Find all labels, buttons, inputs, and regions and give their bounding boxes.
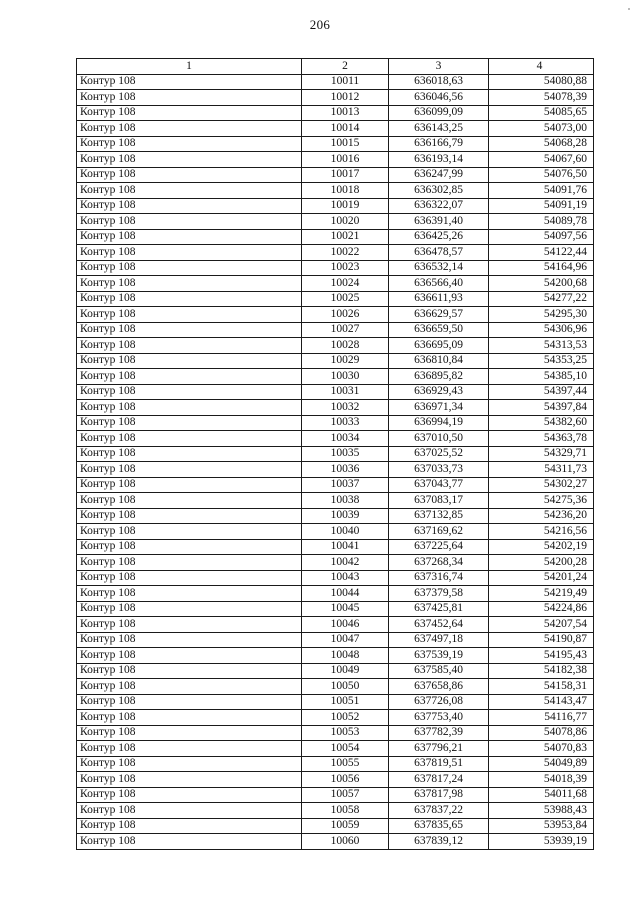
- point-number-cell: 10020: [302, 214, 389, 230]
- y-coordinate-cell: 54200,28: [489, 555, 594, 571]
- point-number-cell: 10017: [302, 167, 389, 183]
- point-number-cell: 10012: [302, 90, 389, 106]
- table-row: [77, 74, 594, 90]
- table-row: [77, 555, 594, 571]
- x-coordinate-cell: 636810,84: [389, 353, 489, 369]
- table-row: [77, 198, 594, 214]
- table-row: [77, 90, 594, 106]
- contour-cell: Контур 108: [77, 632, 302, 648]
- table-row: [77, 353, 594, 369]
- table-body: [77, 74, 594, 849]
- y-coordinate-cell: 54397,84: [489, 400, 594, 416]
- table-row: [77, 570, 594, 586]
- x-coordinate-cell: 636046,56: [389, 90, 489, 106]
- x-coordinate-cell: 636391,40: [389, 214, 489, 230]
- table-row: [77, 105, 594, 121]
- point-number-cell: 10034: [302, 431, 389, 447]
- contour-cell: Контур 108: [77, 276, 302, 292]
- contour-cell: Контур 108: [77, 121, 302, 137]
- contour-cell: Контур 108: [77, 384, 302, 400]
- point-number-cell: 10058: [302, 803, 389, 819]
- y-coordinate-cell: 54224,86: [489, 601, 594, 617]
- x-coordinate-cell: 637025,52: [389, 446, 489, 462]
- contour-cell: Контур 108: [77, 229, 302, 245]
- y-coordinate-cell: 54011,68: [489, 787, 594, 803]
- table-row: [77, 121, 594, 137]
- contour-cell: Контур 108: [77, 477, 302, 493]
- x-coordinate-cell: 637425,81: [389, 601, 489, 617]
- table-row: [77, 400, 594, 416]
- scan-speck: [628, 8, 630, 10]
- x-coordinate-cell: 637796,21: [389, 741, 489, 757]
- y-coordinate-cell: 54190,87: [489, 632, 594, 648]
- contour-cell: Контур 108: [77, 787, 302, 803]
- point-number-cell: 10031: [302, 384, 389, 400]
- table-row: [77, 787, 594, 803]
- table-row: [77, 679, 594, 695]
- point-number-cell: 10044: [302, 586, 389, 602]
- point-number-cell: 10055: [302, 756, 389, 772]
- y-coordinate-cell: 54143,47: [489, 694, 594, 710]
- point-number-cell: 10018: [302, 183, 389, 199]
- x-coordinate-cell: 636971,34: [389, 400, 489, 416]
- table-row: [77, 214, 594, 230]
- point-number-cell: 10016: [302, 152, 389, 168]
- x-coordinate-cell: 636322,07: [389, 198, 489, 214]
- column-header-2: 2: [302, 59, 389, 75]
- contour-cell: Контур 108: [77, 818, 302, 834]
- point-number-cell: 10042: [302, 555, 389, 571]
- point-number-cell: 10038: [302, 493, 389, 509]
- x-coordinate-cell: 637452,64: [389, 617, 489, 633]
- x-coordinate-cell: 637225,64: [389, 539, 489, 555]
- contour-cell: Контур 108: [77, 524, 302, 540]
- contour-cell: Контур 108: [77, 307, 302, 323]
- point-number-cell: 10019: [302, 198, 389, 214]
- y-coordinate-cell: 54236,20: [489, 508, 594, 524]
- contour-cell: Контур 108: [77, 694, 302, 710]
- x-coordinate-cell: 637839,12: [389, 834, 489, 850]
- y-coordinate-cell: 54091,76: [489, 183, 594, 199]
- contour-cell: Контур 108: [77, 741, 302, 757]
- table-row: [77, 338, 594, 354]
- point-number-cell: 10015: [302, 136, 389, 152]
- y-coordinate-cell: 53953,84: [489, 818, 594, 834]
- point-number-cell: 10056: [302, 772, 389, 788]
- y-coordinate-cell: 54078,39: [489, 90, 594, 106]
- contour-cell: Контур 108: [77, 260, 302, 276]
- column-header-1: 1: [77, 59, 302, 75]
- point-number-cell: 10027: [302, 322, 389, 338]
- contour-cell: Контур 108: [77, 167, 302, 183]
- table-row: [77, 524, 594, 540]
- table-row: [77, 260, 594, 276]
- point-number-cell: 10057: [302, 787, 389, 803]
- y-coordinate-cell: 54275,36: [489, 493, 594, 509]
- y-coordinate-cell: 54302,27: [489, 477, 594, 493]
- contour-cell: Контур 108: [77, 105, 302, 121]
- contour-cell: Контур 108: [77, 369, 302, 385]
- y-coordinate-cell: 54076,50: [489, 167, 594, 183]
- y-coordinate-cell: 54089,78: [489, 214, 594, 230]
- table-row: [77, 772, 594, 788]
- contour-cell: Контур 108: [77, 508, 302, 524]
- x-coordinate-cell: 636994,19: [389, 415, 489, 431]
- point-number-cell: 10029: [302, 353, 389, 369]
- contour-cell: Контур 108: [77, 245, 302, 261]
- column-header-3: 3: [389, 59, 489, 75]
- point-number-cell: 10036: [302, 462, 389, 478]
- y-coordinate-cell: 54116,77: [489, 710, 594, 726]
- x-coordinate-cell: 637033,73: [389, 462, 489, 478]
- page-number: 206: [309, 17, 331, 32]
- contour-cell: Контур 108: [77, 431, 302, 447]
- contour-cell: Контур 108: [77, 679, 302, 695]
- x-coordinate-cell: 637268,34: [389, 555, 489, 571]
- point-number-cell: 10040: [302, 524, 389, 540]
- table-row: [77, 694, 594, 710]
- y-coordinate-cell: 54277,22: [489, 291, 594, 307]
- table-row: [77, 183, 594, 199]
- point-number-cell: 10021: [302, 229, 389, 245]
- x-coordinate-cell: 637043,77: [389, 477, 489, 493]
- x-coordinate-cell: 636929,43: [389, 384, 489, 400]
- y-coordinate-cell: 53988,43: [489, 803, 594, 819]
- table-row: [77, 756, 594, 772]
- contour-cell: Контур 108: [77, 772, 302, 788]
- point-number-cell: 10059: [302, 818, 389, 834]
- point-number-cell: 10023: [302, 260, 389, 276]
- table-row: [77, 586, 594, 602]
- contour-cell: Контур 108: [77, 586, 302, 602]
- table-row: [77, 539, 594, 555]
- x-coordinate-cell: 636611,93: [389, 291, 489, 307]
- x-coordinate-cell: 636425,26: [389, 229, 489, 245]
- x-coordinate-cell: 637817,24: [389, 772, 489, 788]
- table-row: [77, 710, 594, 726]
- contour-cell: Контур 108: [77, 725, 302, 741]
- table-row: [77, 167, 594, 183]
- table-row: [77, 834, 594, 850]
- y-coordinate-cell: 54397,44: [489, 384, 594, 400]
- contour-cell: Контур 108: [77, 400, 302, 416]
- table-row: [77, 648, 594, 664]
- y-coordinate-cell: 54195,43: [489, 648, 594, 664]
- y-coordinate-cell: 54202,19: [489, 539, 594, 555]
- y-coordinate-cell: 54295,30: [489, 307, 594, 323]
- y-coordinate-cell: 54313,53: [489, 338, 594, 354]
- y-coordinate-cell: 54073,00: [489, 121, 594, 137]
- contour-cell: Контур 108: [77, 136, 302, 152]
- table-row: [77, 245, 594, 261]
- point-number-cell: 10053: [302, 725, 389, 741]
- table-row: [77, 431, 594, 447]
- x-coordinate-cell: 637585,40: [389, 663, 489, 679]
- x-coordinate-cell: 637819,51: [389, 756, 489, 772]
- point-number-cell: 10060: [302, 834, 389, 850]
- table-row: [77, 291, 594, 307]
- point-number-cell: 10013: [302, 105, 389, 121]
- x-coordinate-cell: 636566,40: [389, 276, 489, 292]
- y-coordinate-cell: 54363,78: [489, 431, 594, 447]
- contour-cell: Контур 108: [77, 555, 302, 571]
- x-coordinate-cell: 636895,82: [389, 369, 489, 385]
- y-coordinate-cell: 54200,68: [489, 276, 594, 292]
- table-row: [77, 152, 594, 168]
- x-coordinate-cell: 637835,65: [389, 818, 489, 834]
- y-coordinate-cell: 54201,24: [489, 570, 594, 586]
- table-row: [77, 632, 594, 648]
- point-number-cell: 10037: [302, 477, 389, 493]
- point-number-cell: 10022: [302, 245, 389, 261]
- y-coordinate-cell: 54385,10: [489, 369, 594, 385]
- table-row: [77, 663, 594, 679]
- x-coordinate-cell: 636193,14: [389, 152, 489, 168]
- x-coordinate-cell: 636143,25: [389, 121, 489, 137]
- table-row: [77, 741, 594, 757]
- x-coordinate-cell: 637132,85: [389, 508, 489, 524]
- point-number-cell: 10045: [302, 601, 389, 617]
- contour-cell: Контур 108: [77, 570, 302, 586]
- contour-cell: Контур 108: [77, 462, 302, 478]
- contour-cell: Контур 108: [77, 74, 302, 90]
- point-number-cell: 10035: [302, 446, 389, 462]
- point-number-cell: 10041: [302, 539, 389, 555]
- table-row: [77, 229, 594, 245]
- table-row: [77, 508, 594, 524]
- contour-cell: Контур 108: [77, 493, 302, 509]
- x-coordinate-cell: 637316,74: [389, 570, 489, 586]
- x-coordinate-cell: 637083,17: [389, 493, 489, 509]
- point-number-cell: 10014: [302, 121, 389, 137]
- table-row: [77, 725, 594, 741]
- contour-cell: Контур 108: [77, 353, 302, 369]
- contour-cell: Контур 108: [77, 198, 302, 214]
- x-coordinate-cell: 636018,63: [389, 74, 489, 90]
- header-row: [77, 59, 594, 75]
- x-coordinate-cell: 637658,86: [389, 679, 489, 695]
- contour-cell: Контур 108: [77, 803, 302, 819]
- contour-cell: Контур 108: [77, 90, 302, 106]
- x-coordinate-cell: 636166,79: [389, 136, 489, 152]
- column-header-4: 4: [489, 59, 594, 75]
- point-number-cell: 10047: [302, 632, 389, 648]
- y-coordinate-cell: 54085,65: [489, 105, 594, 121]
- x-coordinate-cell: 636532,14: [389, 260, 489, 276]
- point-number-cell: 10050: [302, 679, 389, 695]
- y-coordinate-cell: 54311,73: [489, 462, 594, 478]
- contour-cell: Контур 108: [77, 601, 302, 617]
- x-coordinate-cell: 637010,50: [389, 431, 489, 447]
- y-coordinate-cell: 54018,39: [489, 772, 594, 788]
- point-number-cell: 10046: [302, 617, 389, 633]
- x-coordinate-cell: 637497,18: [389, 632, 489, 648]
- contour-cell: Контур 108: [77, 446, 302, 462]
- x-coordinate-cell: 636247,99: [389, 167, 489, 183]
- contour-cell: Контур 108: [77, 415, 302, 431]
- y-coordinate-cell: 54306,96: [489, 322, 594, 338]
- point-number-cell: 10043: [302, 570, 389, 586]
- y-coordinate-cell: 53939,19: [489, 834, 594, 850]
- contour-cell: Контур 108: [77, 539, 302, 555]
- coordinates-table: [76, 58, 594, 850]
- table-row: [77, 818, 594, 834]
- table-row: [77, 307, 594, 323]
- point-number-cell: 10011: [302, 74, 389, 90]
- x-coordinate-cell: 636695,09: [389, 338, 489, 354]
- point-number-cell: 10048: [302, 648, 389, 664]
- y-coordinate-cell: 54122,44: [489, 245, 594, 261]
- contour-cell: Контур 108: [77, 214, 302, 230]
- y-coordinate-cell: 54216,56: [489, 524, 594, 540]
- point-number-cell: 10024: [302, 276, 389, 292]
- table-row: [77, 493, 594, 509]
- table-row: [77, 384, 594, 400]
- contour-cell: Контур 108: [77, 756, 302, 772]
- x-coordinate-cell: 637169,62: [389, 524, 489, 540]
- table-row: [77, 601, 594, 617]
- y-coordinate-cell: 54329,71: [489, 446, 594, 462]
- table-row: [77, 136, 594, 152]
- contour-cell: Контур 108: [77, 834, 302, 850]
- point-number-cell: 10051: [302, 694, 389, 710]
- table-header: [77, 59, 594, 75]
- contour-cell: Контур 108: [77, 663, 302, 679]
- contour-cell: Контур 108: [77, 338, 302, 354]
- x-coordinate-cell: 637726,08: [389, 694, 489, 710]
- y-coordinate-cell: 54078,86: [489, 725, 594, 741]
- x-coordinate-cell: 636478,57: [389, 245, 489, 261]
- table-row: [77, 803, 594, 819]
- contour-cell: Контур 108: [77, 617, 302, 633]
- contour-cell: Контур 108: [77, 291, 302, 307]
- x-coordinate-cell: 637539,19: [389, 648, 489, 664]
- y-coordinate-cell: 54182,38: [489, 663, 594, 679]
- contour-cell: Контур 108: [77, 710, 302, 726]
- point-number-cell: 10025: [302, 291, 389, 307]
- y-coordinate-cell: 54158,31: [489, 679, 594, 695]
- point-number-cell: 10030: [302, 369, 389, 385]
- y-coordinate-cell: 54207,54: [489, 617, 594, 633]
- point-number-cell: 10052: [302, 710, 389, 726]
- point-number-cell: 10054: [302, 741, 389, 757]
- y-coordinate-cell: 54068,28: [489, 136, 594, 152]
- y-coordinate-cell: 54164,96: [489, 260, 594, 276]
- point-number-cell: 10033: [302, 415, 389, 431]
- table-row: [77, 446, 594, 462]
- point-number-cell: 10028: [302, 338, 389, 354]
- y-coordinate-cell: 54049,89: [489, 756, 594, 772]
- y-coordinate-cell: 54067,60: [489, 152, 594, 168]
- table-row: [77, 462, 594, 478]
- x-coordinate-cell: 637817,98: [389, 787, 489, 803]
- y-coordinate-cell: 54382,60: [489, 415, 594, 431]
- point-number-cell: 10039: [302, 508, 389, 524]
- x-coordinate-cell: 636099,09: [389, 105, 489, 121]
- y-coordinate-cell: 54097,56: [489, 229, 594, 245]
- point-number-cell: 10049: [302, 663, 389, 679]
- table-row: [77, 322, 594, 338]
- table-row: [77, 276, 594, 292]
- table-row: [77, 369, 594, 385]
- x-coordinate-cell: 637379,58: [389, 586, 489, 602]
- table-row: [77, 415, 594, 431]
- contour-cell: Контур 108: [77, 183, 302, 199]
- y-coordinate-cell: 54091,19: [489, 198, 594, 214]
- table-row: [77, 617, 594, 633]
- x-coordinate-cell: 636629,57: [389, 307, 489, 323]
- contour-cell: Контур 108: [77, 152, 302, 168]
- x-coordinate-cell: 636302,85: [389, 183, 489, 199]
- point-number-cell: 10032: [302, 400, 389, 416]
- y-coordinate-cell: 54080,88: [489, 74, 594, 90]
- y-coordinate-cell: 54070,83: [489, 741, 594, 757]
- y-coordinate-cell: 54353,25: [489, 353, 594, 369]
- x-coordinate-cell: 637753,40: [389, 710, 489, 726]
- y-coordinate-cell: 54219,49: [489, 586, 594, 602]
- contour-cell: Контур 108: [77, 322, 302, 338]
- x-coordinate-cell: 636659,50: [389, 322, 489, 338]
- table-row: [77, 477, 594, 493]
- x-coordinate-cell: 637837,22: [389, 803, 489, 819]
- x-coordinate-cell: 637782,39: [389, 725, 489, 741]
- contour-cell: Контур 108: [77, 648, 302, 664]
- point-number-cell: 10026: [302, 307, 389, 323]
